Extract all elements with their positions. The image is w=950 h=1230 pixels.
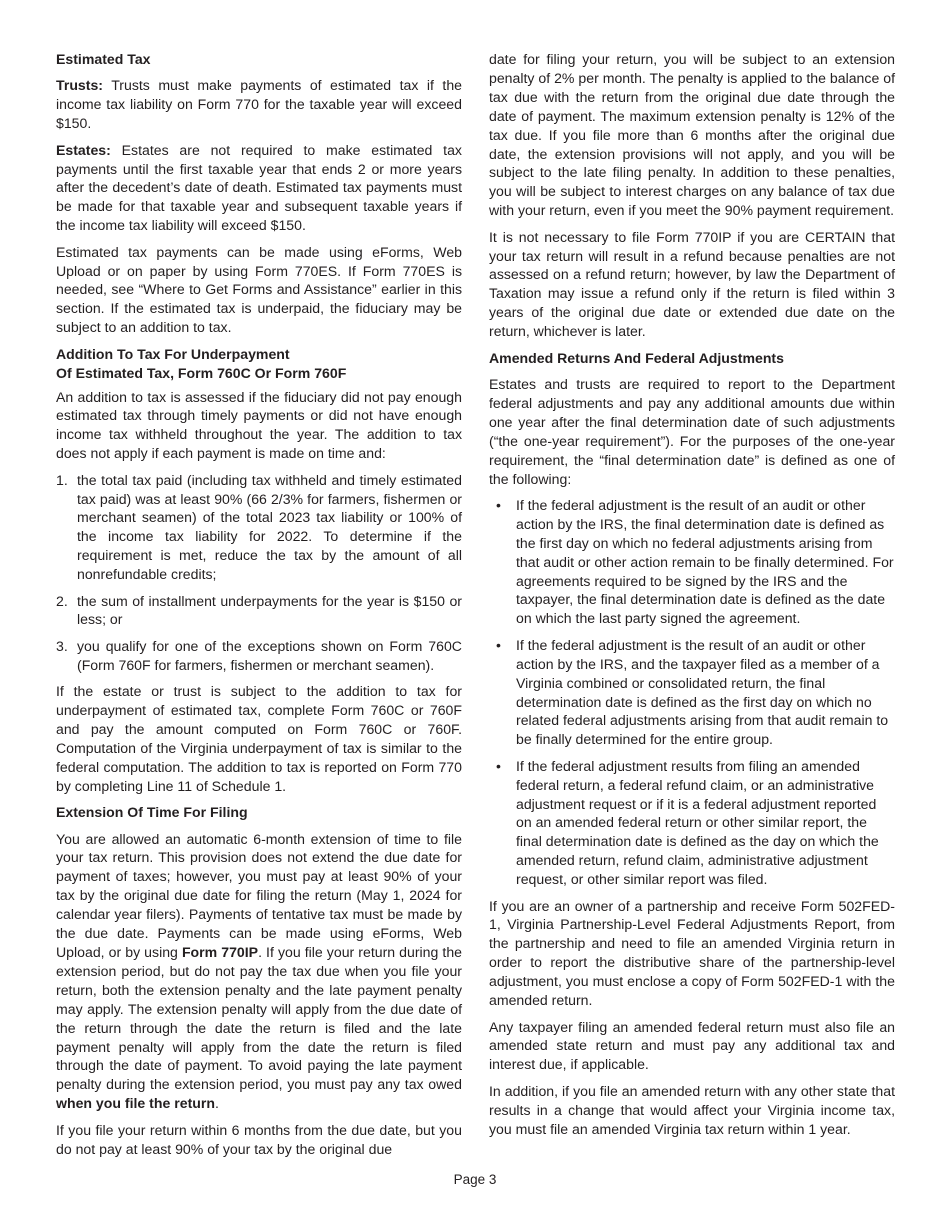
- bullet-item: [489, 757, 895, 889]
- bullet-text: If the federal adjustment is the result of an audit or other action by the IRS, and the taxpayer filed as a member of a Virginia combined or consolidated return, the final determination date is defined as the first day on which no related federal adjustments arising from that audit remain to be finally determined for the entire group.: [516, 636, 889, 748]
- list-number: 3.: [56, 637, 68, 654]
- trusts-paragraph: [56, 76, 462, 133]
- trusts-text: Trusts must make payments of estimated tax if the income tax liability on Form 770 for the taxable year will exceed $150.: [56, 77, 462, 132]
- estates-label: Estates:: [56, 141, 111, 158]
- bullet-icon: •: [496, 757, 501, 774]
- trusts-label: Trusts:: [56, 77, 103, 94]
- list-item: [56, 637, 462, 675]
- other-state-paragraph: In addition, if you file an amended return with any other state that results in a change that would affect your Virginia income tax, you must file an amended Virginia tax return within 1 year.: [489, 1082, 895, 1137]
- heading-addition-line2: Of Estimated Tax, Form 760C Or Form 760F: [56, 364, 347, 381]
- heading-amended-returns: Amended Returns And Federal Adjustments: [489, 349, 784, 366]
- amended-paragraph: Estates and trusts are required to report to the Department federal adjustments and pay any additional amounts due within one year after the final determination date of such adjustments (“the one-year requirement”). For the purposes of the one-year requirement, the “final determination date” is defined as one of the following:: [489, 376, 895, 487]
- amended-federal-paragraph: Any taxpayer filing an amended federal return must also file an amended state return and must pay any additional tax and interest due, if applicable.: [489, 1018, 895, 1073]
- extension-text-c: .: [214, 1095, 219, 1112]
- bullet-item: [489, 636, 895, 749]
- estates-text: Estates are not required to make estimated tax payments until the first taxable year that ends 2 or more years after the decedent’s date of death. Estimated tax payments must be made for that taxable year and subsequent taxable years if the income tax liability will exceed $150.: [56, 141, 462, 234]
- extension-text-b: . If you file your return during the extension period, but do not pay the tax due when you file your return, both the extension penalty and the late payment penalty may apply. The extension penalty will apply from the due date of the return through the date the return is filed and the late payment penalty will apply from the date the return is filed through the date of payment. To avoid paying the late payment penalty during the extension period, you must pay any tax owed: [56, 943, 462, 1093]
- heading-addition-line1: Addition To Tax For Underpayment: [56, 345, 290, 362]
- bullet-icon: •: [496, 636, 501, 653]
- list-number: 1.: [56, 471, 68, 488]
- within-6-months-paragraph: If you file your return within 6 months from the due date, but you do not pay at least 90% of your tax by the original due: [56, 1121, 462, 1157]
- extension-continued-paragraph: date for filing your return, you will be subject to an extension penalty of 2% per month. The penalty is applied to the balance of tax due with the return from the original due date through the date of payment. The maximum extension penalty is 12% of the tax due. If you file more than 6 months after the original due date, the extension provisions will not apply, and you will be subject to the late filing penalty. In addition to these penalties, you will be subject to interest charges on any balance of tax due with your return, even if you meet the 90% payment requirement.: [489, 51, 895, 219]
- partnership-paragraph: If you are an owner of a partnership and receive Form 502FED-1, Virginia Partnership-Level Federal Adjustments Report, from the partnership and need to file an amended Virginia return in order to report the distributive share of the partnership-level adjustment, you must enclose a copy of Form 502FED-1 with the amended return.: [489, 897, 895, 1009]
- heading-addition-to-tax: [56, 345, 462, 383]
- form-770ip-bold: Form 770IP: [181, 943, 259, 960]
- bullet-text: If the federal adjustment is the result of an audit or other action by the IRS, the final determination date is defined as the first day on which no federal adjustments arising from that audit or other action remain to be finally determined. For agreements required to be signed by the IRS and the taxpayer, the final determination date is defined as the date on which the last party signed the agreement.: [516, 496, 894, 627]
- bullet-icon: •: [496, 496, 501, 513]
- not-necessary-paragraph: It is not necessary to file Form 770IP if you are CERTAIN that your tax return will result in a refund because penalties are not assessed on a refund return; however, by law the Department of Taxation may issue a refund only if the return is filed within 3 years of the original due date or extended due date on the return, whichever is later.: [489, 228, 895, 340]
- page-number: Page 3: [453, 1172, 497, 1187]
- list-text: the sum of installment underpayments for the year is $150 or less; or: [77, 592, 462, 628]
- bullet-text: If the federal adjustment results from filing an amended federal return, a federal refund claim, or an administrative adjustment request or if it is a federal adjustment reported on an amended federal return or other similar report, the final determination date is defined as the day on which the amended return, refund claim, administrative adjustment request, or other similar report was filed.: [516, 757, 879, 888]
- list-text: the total tax paid (including tax withheld and timely estimated tax paid) was at least 90% (66 2/3% for farmers, fishermen or merchant seamen) of the total 2023 tax liability or 100% of the income tax liability for 2022. To determine if the requirement is met, reduce the tax by the amount of all nonrefundable credits;: [77, 471, 462, 583]
- estimated-payments-paragraph: Estimated tax payments can be made using eForms, Web Upload or on paper by using Form 770ES. If Form 770ES is needed, see “Where to Get Forms and Assistance” earlier in this section. If the estimated tax is underpaid, the fiduciary may be subject to an addition to tax.: [56, 243, 462, 336]
- extension-text-a: You are allowed an automatic 6-month extension of time to file your tax return. This provision does not extend the due date for payment of taxes; however, you must pay at least 90% of your tax by the original due date for filing the return (May 1, 2024 for calendar year filers). Payments of tentative tax must be made by the due date. Payments can be made using eForms, Web Upload, or by using: [56, 830, 462, 960]
- when-you-file-bold: when you file the return: [56, 1095, 215, 1112]
- heading-estimated-tax: Estimated Tax: [56, 51, 151, 67]
- extension-paragraph: [56, 830, 462, 1114]
- list-number: 2.: [56, 592, 68, 609]
- list-item: [56, 471, 462, 584]
- list-text: you qualify for one of the exceptions shown on Form 760C (Form 760F for farmers, fishermen or merchant seamen).: [77, 637, 462, 673]
- right-column: [489, 50, 895, 1146]
- subject-paragraph: If the estate or trust is subject to the addition to tax for underpayment of estimated tax, complete Form 760C or 760F and pay the amount computed on Form 760C or 760F. Computation of the Virginia underpayment of tax is similar to the federal computation. The addition to tax is reported on Form 770 by completing Line 11 of Schedule 1.: [56, 683, 462, 794]
- left-column: [56, 50, 462, 1166]
- estates-paragraph: [56, 141, 462, 236]
- list-item: [56, 592, 462, 630]
- bullet-item: [489, 496, 895, 628]
- addition-paragraph: An addition to tax is assessed if the fiduciary did not pay enough estimated tax through timely payments or did not have enough income tax withheld throughout the year. The addition to tax does not apply if each payment is made on time and:: [56, 388, 462, 462]
- heading-extension: Extension Of Time For Filing: [56, 804, 248, 821]
